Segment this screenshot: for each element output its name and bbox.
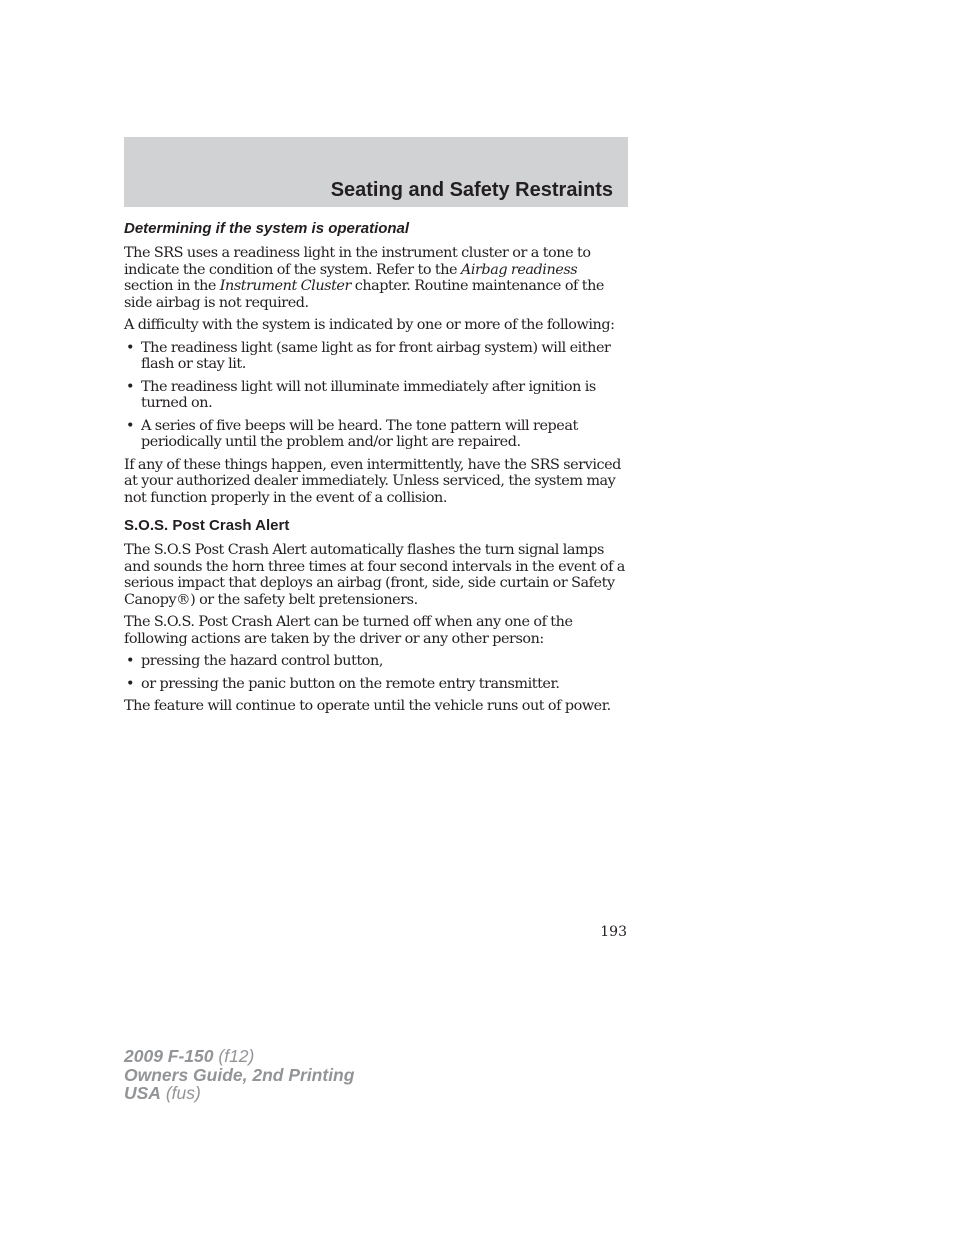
list-item [124, 418, 628, 451]
footer-model-code: (f12) [213, 1046, 255, 1066]
turn-off-actions-list [124, 653, 628, 692]
footer-market: USA [124, 1083, 161, 1103]
list-item-text: or pressing the panic button on the remote entry transmitter. [141, 675, 560, 692]
bullet-glyph: • [126, 653, 135, 669]
list-item-text: The readiness light (same light as for front airbag system) will either flash or stay lit. [141, 339, 611, 372]
footer-market-code: (fus) [160, 1083, 201, 1103]
document-footer [124, 1047, 354, 1103]
text-run: The SRS uses a readiness light in the instrument cluster or a tone to indicate the condition of the system. Refer to the [124, 245, 591, 278]
list-item-text: pressing the hazard control button, [141, 653, 383, 669]
list-item [124, 676, 628, 693]
chapter-header-band [124, 137, 628, 207]
paragraph-sos-turn-off: The S.O.S. Post Crash Alert can be turned off when any one of the following actions are taken by the driver or any other person: [124, 614, 573, 647]
page-number: 193 [600, 924, 627, 940]
list-item [124, 653, 628, 670]
paragraph-srs-readiness [124, 245, 628, 311]
bullet-glyph: • [126, 417, 135, 434]
xref-airbag-readiness: Airbag readiness [460, 261, 578, 278]
list-item-text: The readiness light will not illuminate immediately after ignition is turned on. [141, 378, 596, 411]
footer-model-line [124, 1047, 354, 1066]
paragraph-sos-power: The feature will continue to operate until the vehicle runs out of power. [124, 698, 611, 714]
footer-model: 2009 F-150 [124, 1046, 214, 1066]
chapter-title: Seating and Safety Restraints [330, 179, 613, 201]
bullet-glyph: • [126, 675, 135, 692]
bullet-glyph: • [126, 378, 135, 395]
paragraph-difficulty-intro: A difficulty with the system is indicated by one or more of the following: [124, 317, 615, 333]
footer-edition: Owners Guide, 2nd Printing [124, 1064, 355, 1085]
footer-market-line [124, 1084, 354, 1103]
bullet-glyph: • [126, 339, 135, 356]
paragraph-sos-description: The S.O.S Post Crash Alert automatically flashes the turn signal lamps and sounds the horn three times at four second intervals in the event of a serious impact that deploys an airbag (front, side, side curtain or Safety Canopy®) or the safety belt pretensioners. [124, 542, 625, 608]
list-item [124, 379, 628, 412]
list-item-text: A series of five beeps will be heard. The tone pattern will repeat periodically until the problem and/or light are repaired. [141, 417, 578, 450]
section-heading-operational: Determining if the system is operational [124, 220, 410, 237]
text-run: section in the [124, 278, 220, 294]
difficulty-list [124, 340, 628, 451]
page-content [124, 219, 628, 721]
paragraph-service-warning: If any of these things happen, even intermittently, have the SRS serviced at your authorized dealer immediately. Unless serviced, the system may not function properly in the event of a collision. [124, 456, 621, 506]
list-item [124, 340, 628, 373]
xref-instrument-cluster: Instrument Cluster [219, 278, 351, 294]
footer-edition-line [124, 1066, 354, 1085]
text-run: chapter. Routine maintenance of the side airbag is not required. [124, 278, 604, 311]
section-heading-sos: S.O.S. Post Crash Alert [124, 517, 290, 534]
